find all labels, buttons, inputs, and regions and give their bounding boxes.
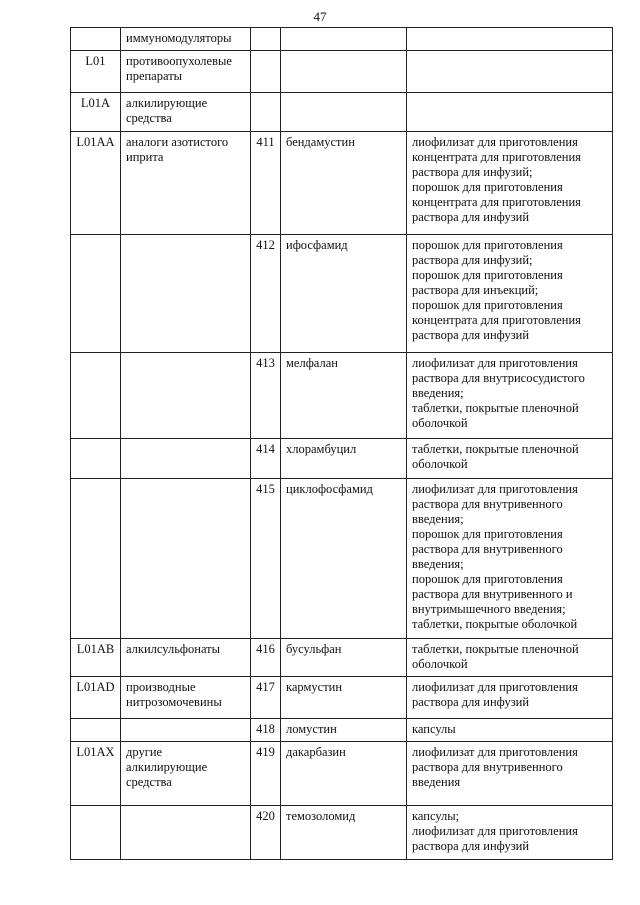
table-row <box>71 439 613 479</box>
group-text-line: алкилирующие <box>126 760 208 774</box>
drug-name-cell: кармустин <box>281 677 407 719</box>
dosage-form-line: таблетки, покрытые пленочной <box>412 642 579 656</box>
dosage-form-line: введения; <box>412 512 464 526</box>
atc-code-cell: L01A <box>71 93 121 132</box>
dosage-form-line: порошок для приготовления <box>412 572 563 586</box>
group-text-line: препараты <box>126 69 183 83</box>
dosage-form-line: таблетки, покрытые пленочной <box>412 401 579 415</box>
atc-code-cell <box>71 479 121 639</box>
dosage-form-line: введения; <box>412 557 464 571</box>
dosage-form-line: порошок для приготовления <box>412 238 563 252</box>
drug-name-cell: мелфалан <box>281 353 407 439</box>
dosage-form-line: оболочкой <box>412 416 468 430</box>
dosage-forms-cell <box>407 235 613 353</box>
dosage-form-line: капсулы <box>412 722 456 736</box>
dosage-form-line: порошок для приготовления <box>412 298 563 312</box>
pharmacological-group-cell <box>121 132 251 235</box>
drug-number-cell <box>251 28 281 51</box>
table-row <box>71 28 613 51</box>
atc-code-cell <box>71 353 121 439</box>
dosage-form-line: лиофилизат для приготовления <box>412 356 578 370</box>
dosage-forms-cell <box>407 677 613 719</box>
table-row <box>71 132 613 235</box>
dosage-form-line: концентрата для приготовления <box>412 150 581 164</box>
pharmacological-group-cell <box>121 806 251 860</box>
dosage-forms-cell <box>407 132 613 235</box>
table-row <box>71 235 613 353</box>
dosage-form-line: лиофилизат для приготовления <box>412 824 578 838</box>
atc-code-cell <box>71 235 121 353</box>
group-text-line: иприта <box>126 150 164 164</box>
dosage-form-line: лиофилизат для приготовления <box>412 680 578 694</box>
dosage-form-line: раствора для внутривенного <box>412 760 563 774</box>
pharmacological-group-cell <box>121 742 251 806</box>
group-text-line: аналоги азотистого <box>126 135 229 149</box>
dosage-form-line: раствора для инъекций; <box>412 283 539 297</box>
dosage-form-line: раствора для инфузий <box>412 695 530 709</box>
dosage-form-line: лиофилизат для приготовления <box>412 482 578 496</box>
atc-code-cell <box>71 719 121 742</box>
dosage-form-line: раствора для инфузий; <box>412 253 533 267</box>
dosage-form-line: концентрата для приготовления <box>412 195 581 209</box>
dosage-forms-cell <box>407 439 613 479</box>
table-row <box>71 742 613 806</box>
dosage-form-line: внутримышечного введения; <box>412 602 566 616</box>
dosage-form-line: раствора для инфузий; <box>412 165 533 179</box>
drug-number-cell <box>251 93 281 132</box>
dosage-form-line: раствора для инфузий <box>412 839 530 853</box>
group-text-line: средства <box>126 775 172 789</box>
dosage-form-line: таблетки, покрытые пленочной <box>412 442 579 456</box>
drug-name-cell: циклофосфамид <box>281 479 407 639</box>
group-text-line: противоопухолевые <box>126 54 232 68</box>
table-row <box>71 353 613 439</box>
drug-number-cell: 411 <box>251 132 281 235</box>
atc-code-cell: L01AA <box>71 132 121 235</box>
dosage-forms-cell <box>407 28 613 51</box>
pharmacological-group-cell <box>121 93 251 132</box>
dosage-form-line: порошок для приготовления <box>412 527 563 541</box>
pharmacological-group-cell <box>121 28 251 51</box>
page-number: 47 <box>313 9 327 24</box>
drug-name-cell <box>281 28 407 51</box>
dosage-forms-cell <box>407 742 613 806</box>
dosage-form-line: раствора для внутрисосудистого <box>412 371 585 385</box>
drug-number-cell: 413 <box>251 353 281 439</box>
dosage-form-line: лиофилизат для приготовления <box>412 745 578 759</box>
dosage-form-line: порошок для приготовления <box>412 268 563 282</box>
table-row <box>71 719 613 742</box>
pharmacological-group-cell <box>121 719 251 742</box>
group-text-line: алкилирующие <box>126 96 208 110</box>
group-text-line: производные <box>126 680 196 694</box>
table-row <box>71 479 613 639</box>
pharmacological-group-cell <box>121 439 251 479</box>
dosage-form-line: лиофилизат для приготовления <box>412 135 578 149</box>
group-text-line: другие <box>126 745 163 759</box>
drug-name-cell: ломустин <box>281 719 407 742</box>
pharmacological-group-cell <box>121 235 251 353</box>
group-text-line: иммуномодуляторы <box>126 31 232 45</box>
drug-name-cell: бендамустин <box>281 132 407 235</box>
drug-number-cell: 418 <box>251 719 281 742</box>
drug-list-table <box>70 27 613 860</box>
dosage-form-line: раствора для инфузий <box>412 328 530 342</box>
pharmacological-group-cell <box>121 479 251 639</box>
table-row <box>71 677 613 719</box>
drug-name-cell: бусульфан <box>281 639 407 677</box>
dosage-forms-cell <box>407 479 613 639</box>
dosage-form-line: порошок для приготовления <box>412 180 563 194</box>
drug-name-cell <box>281 93 407 132</box>
dosage-form-line: оболочкой <box>412 457 468 471</box>
drug-number-cell <box>251 51 281 93</box>
table-row <box>71 639 613 677</box>
dosage-form-line: введения <box>412 775 461 789</box>
atc-code-cell: L01AB <box>71 639 121 677</box>
dosage-forms-cell <box>407 806 613 860</box>
pharmacological-group-cell <box>121 353 251 439</box>
dosage-form-line: таблетки, покрытые оболочкой <box>412 617 578 631</box>
atc-code-cell: L01AD <box>71 677 121 719</box>
dosage-forms-cell <box>407 719 613 742</box>
dosage-form-line: раствора для внутривенного и <box>412 587 573 601</box>
dosage-forms-cell <box>407 51 613 93</box>
pharmacological-group-cell <box>121 51 251 93</box>
drug-name-cell <box>281 51 407 93</box>
drug-number-cell: 420 <box>251 806 281 860</box>
group-text-line: алкилсульфонаты <box>126 642 221 656</box>
drug-number-cell: 416 <box>251 639 281 677</box>
pharmacological-group-cell <box>121 639 251 677</box>
table-row <box>71 93 613 132</box>
drug-number-cell: 414 <box>251 439 281 479</box>
drug-number-cell: 419 <box>251 742 281 806</box>
pharmacological-group-cell <box>121 677 251 719</box>
table-row <box>71 806 613 860</box>
dosage-form-line: введения; <box>412 386 464 400</box>
drug-number-cell: 417 <box>251 677 281 719</box>
dosage-form-line: капсулы; <box>412 809 460 823</box>
dosage-forms-cell <box>407 93 613 132</box>
dosage-form-line: раствора для инфузий <box>412 210 530 224</box>
group-text-line: нитрозомочевины <box>126 695 222 709</box>
drug-number-cell: 415 <box>251 479 281 639</box>
dosage-forms-cell <box>407 353 613 439</box>
dosage-form-line: концентрата для приготовления <box>412 313 581 327</box>
atc-code-cell <box>71 806 121 860</box>
drug-name-cell: хлорамбуцил <box>281 439 407 479</box>
dosage-forms-cell <box>407 639 613 677</box>
drug-number-cell: 412 <box>251 235 281 353</box>
table-row <box>71 51 613 93</box>
table-body <box>71 28 613 860</box>
drug-name-cell: ифосфамид <box>281 235 407 353</box>
atc-code-cell <box>71 28 121 51</box>
group-text-line: средства <box>126 111 172 125</box>
atc-code-cell <box>71 439 121 479</box>
drug-name-cell: темозоломид <box>281 806 407 860</box>
dosage-form-line: раствора для внутривенного <box>412 542 563 556</box>
drug-name-cell: дакарбазин <box>281 742 407 806</box>
dosage-form-line: оболочкой <box>412 657 468 671</box>
atc-code-cell: L01 <box>71 51 121 93</box>
atc-code-cell: L01AX <box>71 742 121 806</box>
dosage-form-line: раствора для внутривенного <box>412 497 563 511</box>
